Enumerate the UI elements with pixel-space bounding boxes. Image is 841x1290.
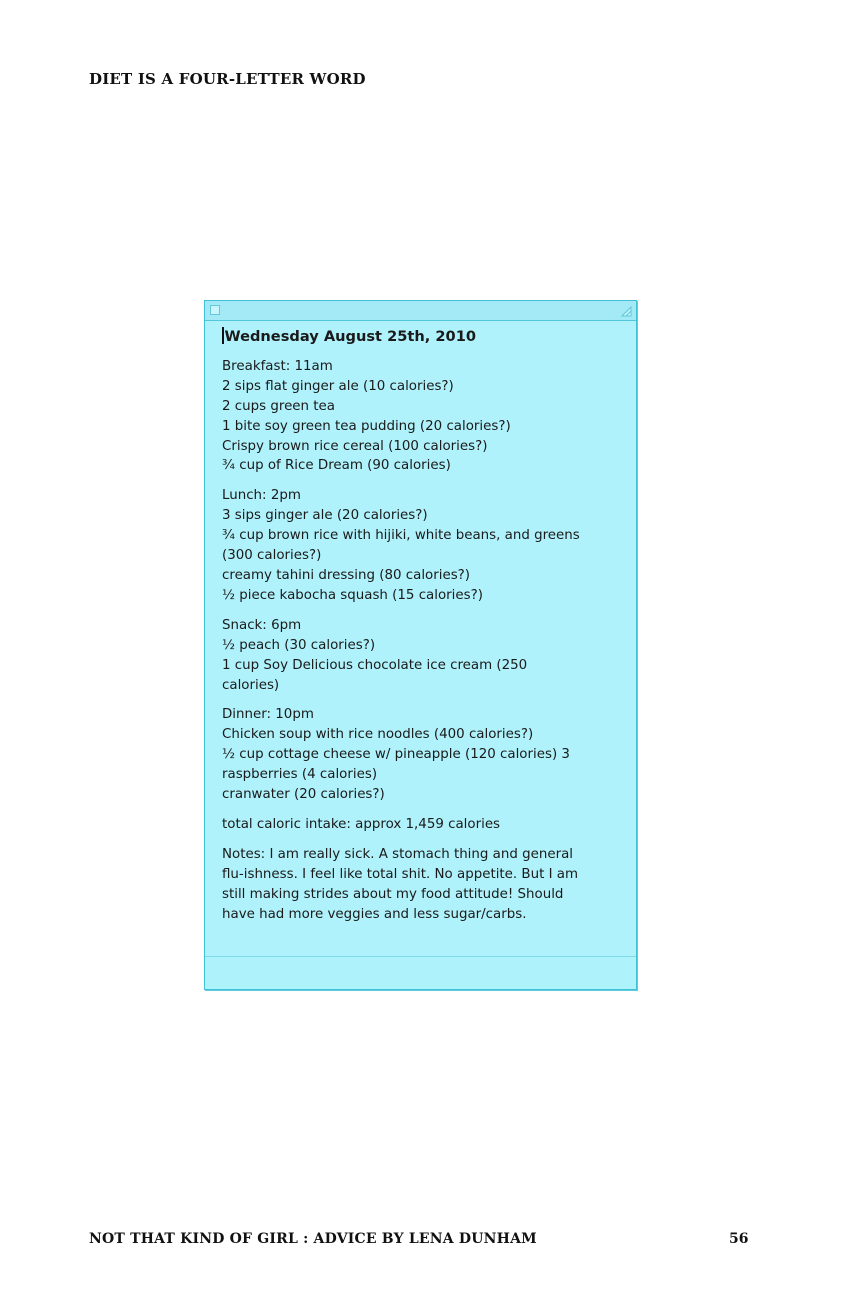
note-line: 1 bite soy green tea pudding (20 calories?)	[222, 418, 511, 434]
note-date-text: Wednesday August 25th, 2010	[224, 328, 477, 345]
running-header: DIET IS A FOUR-LETTER WORD	[89, 70, 366, 88]
note-line: ½ piece kabocha squash (15 calories?)	[222, 587, 483, 603]
note-date-heading	[222, 327, 627, 347]
note-line: ½ cup cottage cheese w/ pineapple (120 calories) 3	[222, 747, 570, 763]
text-cursor	[222, 327, 224, 344]
breakfast-section	[222, 357, 627, 476]
note-line: Chicken soup with rice noodles (400 calories?)	[222, 727, 534, 743]
sticky-note-bottom-strip	[205, 956, 636, 989]
sticky-note-window[interactable]	[204, 300, 637, 990]
note-line: ¾ cup brown rice with hijiki, white beans, and greens	[222, 528, 580, 544]
resize-corner-icon[interactable]	[621, 304, 632, 315]
note-line: ½ peach (30 calories?)	[222, 637, 376, 653]
note-line: still making strides about my food attitude! Should	[222, 886, 564, 902]
note-line: (300 calories?)	[222, 548, 322, 564]
lunch-section	[222, 486, 627, 605]
sticky-note-titlebar[interactable]	[205, 301, 636, 321]
note-line: calories)	[222, 677, 280, 693]
note-line: 2 cups green tea	[222, 398, 335, 414]
note-line: Dinner: 10pm	[222, 707, 314, 723]
note-line: 2 sips flat ginger ale (10 calories?)	[222, 378, 454, 394]
dinner-section	[222, 705, 627, 805]
note-line: creamy tahini dressing (80 calories?)	[222, 567, 471, 583]
snack-section	[222, 616, 627, 696]
total-section	[222, 815, 627, 835]
note-line: Snack: 6pm	[222, 617, 302, 633]
note-line: have had more veggies and less sugar/carbs.	[222, 906, 527, 922]
notes-section	[222, 845, 627, 925]
note-line: Crispy brown rice cereal (100 calories?)	[222, 438, 488, 454]
total-caloric-intake: total caloric intake: approx 1,459 calories	[222, 816, 501, 832]
note-line: cranwater (20 calories?)	[222, 787, 385, 803]
running-footer: NOT THAT KIND OF GIRL : ADVICE BY LENA DUNHAM	[89, 1231, 537, 1247]
note-line: 3 sips ginger ale (20 calories?)	[222, 508, 428, 524]
sticky-note-text[interactable]	[222, 327, 627, 934]
note-line: ¾ cup of Rice Dream (90 calories)	[222, 458, 451, 474]
note-line: Lunch: 2pm	[222, 488, 301, 504]
note-line: raspberries (4 calories)	[222, 767, 378, 783]
note-line: flu-ishness. I feel like total shit. No appetite. But I am	[222, 866, 579, 882]
note-line: Notes: I am really sick. A stomach thing and general	[222, 846, 573, 862]
note-line: 1 cup Soy Delicious chocolate ice cream (250	[222, 657, 528, 673]
close-box-icon[interactable]	[210, 305, 220, 315]
note-line: Breakfast: 11am	[222, 358, 333, 374]
page-number: 56	[729, 1231, 749, 1247]
